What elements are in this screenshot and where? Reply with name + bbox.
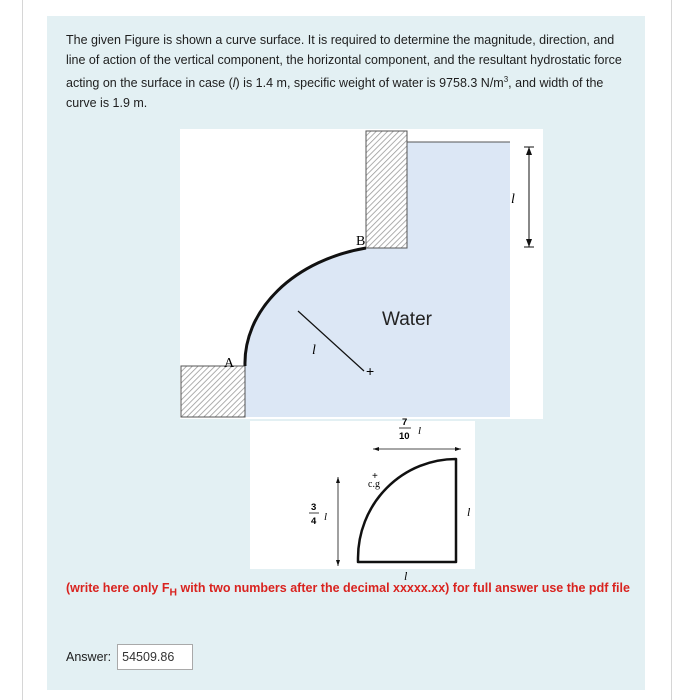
radius-label: l: [312, 343, 316, 358]
answer-row: [66, 643, 193, 671]
water-label: Water: [382, 309, 432, 330]
question-text: [66, 31, 632, 113]
cg-label: c.g: [368, 479, 380, 490]
figure-diagram: [180, 129, 543, 583]
answer-instruction: [66, 579, 632, 603]
question-panel: [47, 16, 645, 690]
answer-input[interactable]: [117, 644, 193, 670]
depth-label: l: [511, 192, 515, 207]
vertical-fraction-suffix: l: [324, 511, 328, 523]
instruction-before: (write here only F: [66, 581, 170, 595]
page-border-left: [22, 0, 23, 700]
cg-fraction-denominator: 10: [399, 431, 410, 442]
cg-fraction-suffix: l: [418, 425, 422, 437]
label-b: B: [356, 234, 366, 249]
vertical-wall: [366, 131, 407, 248]
cg-plus-marker: +: [372, 471, 378, 482]
center-plus-marker: +: [366, 363, 375, 379]
base-block: [181, 366, 245, 417]
question-part-2: ) is 1.4 m, specific weight of water is 9758.3 N/m: [235, 76, 504, 91]
question-l-symbol: l: [232, 76, 236, 91]
question-part-1: The given Figure is shown a curve surface. It is required to determine the magnitude, direction, and line of action of the vertical component, the horizontal component, and the resultant hydrostatic force acting on the surface in case (: [66, 33, 622, 91]
side-label: l: [467, 505, 471, 519]
vertical-fraction-denominator: 4: [311, 516, 317, 527]
question-superscript: 3: [503, 75, 509, 84]
page-border-right: [671, 0, 672, 700]
curved-surface-figure: [180, 129, 543, 583]
label-a: A: [224, 356, 235, 371]
instruction-after: with two numbers after the decimal xxxxx.xx) for full answer use the pdf file: [177, 581, 630, 595]
question-part-3: , and width of the curve is 1.9 m.: [66, 76, 604, 110]
instruction-subscript: H: [169, 587, 178, 599]
vertical-fraction-numerator: 3: [311, 502, 317, 513]
bottom-label: l: [404, 569, 408, 583]
answer-label: Answer:: [66, 650, 112, 664]
cg-fraction-numerator: 7: [402, 417, 408, 428]
